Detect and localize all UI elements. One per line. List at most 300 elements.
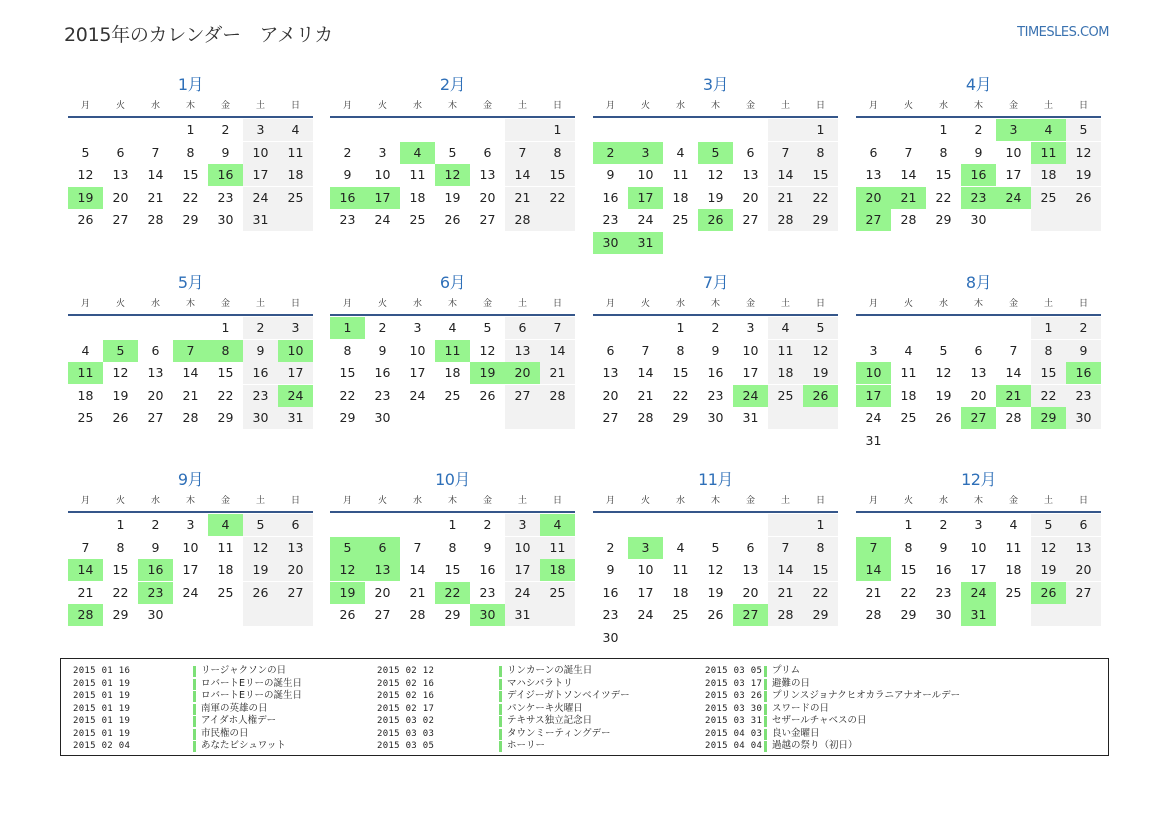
day-cell[interactable]: 17 — [856, 385, 891, 407]
day-cell[interactable]: 16 — [961, 164, 996, 186]
day-cell[interactable]: 18 — [540, 559, 575, 581]
day-cell[interactable]: 12 — [803, 340, 838, 362]
day-cell[interactable]: 5 — [698, 142, 733, 164]
day-cell[interactable]: 22 — [935, 189, 952, 205]
day-cell[interactable]: 21 — [182, 387, 199, 403]
day-cell[interactable]: 12 — [1031, 537, 1066, 559]
day-cell[interactable]: 3 — [974, 517, 983, 532]
day-cell[interactable]: 13 — [1066, 537, 1101, 559]
day-cell[interactable]: 22 — [1031, 385, 1066, 407]
day-cell[interactable]: 9 — [1066, 340, 1101, 362]
day-cell[interactable]: 23 — [339, 212, 356, 227]
day-cell[interactable]: 29 — [217, 410, 234, 425]
day-cell[interactable]: 13 — [112, 167, 129, 182]
day-cell[interactable]: 2 — [711, 320, 720, 335]
day-cell[interactable]: 30 — [935, 607, 952, 622]
day-cell[interactable]: 31 — [628, 232, 663, 254]
day-cell[interactable]: 15 — [339, 365, 356, 380]
day-cell[interactable]: 9 — [243, 340, 278, 362]
day-cell[interactable]: 11 — [672, 562, 689, 577]
day-cell[interactable]: 31 — [742, 410, 759, 425]
day-cell[interactable]: 25 — [768, 385, 803, 407]
day-cell[interactable]: 18 — [278, 164, 313, 186]
day-cell[interactable]: 1 — [186, 122, 195, 137]
day-cell[interactable]: 8 — [676, 342, 685, 358]
day-cell[interactable]: 11 — [435, 340, 470, 362]
day-cell[interactable]: 22 — [672, 387, 689, 403]
day-cell[interactable]: 29 — [900, 607, 917, 622]
day-cell[interactable]: 30 — [147, 607, 164, 622]
day-cell[interactable]: 18 — [1005, 562, 1022, 577]
day-cell[interactable]: 6 — [365, 537, 400, 559]
day-cell[interactable]: 6 — [746, 539, 755, 555]
day-cell[interactable]: 23 — [602, 607, 619, 622]
day-cell[interactable]: 11 — [1005, 539, 1022, 555]
day-cell[interactable]: 8 — [540, 142, 575, 164]
day-cell[interactable]: 16 — [208, 164, 243, 186]
day-cell[interactable]: 16 — [935, 562, 952, 577]
day-cell[interactable]: 1 — [803, 119, 838, 141]
day-cell[interactable]: 24 — [182, 584, 199, 600]
day-cell[interactable]: 9 — [483, 539, 492, 555]
day-cell[interactable]: 5 — [1066, 119, 1101, 141]
day-cell[interactable]: 28 — [409, 607, 426, 622]
day-cell[interactable]: 26 — [1031, 582, 1066, 604]
day-cell[interactable]: 25 — [217, 584, 234, 600]
day-cell[interactable]: 2 — [151, 517, 160, 532]
day-cell[interactable]: 30 — [593, 232, 628, 254]
day-cell[interactable]: 5 — [81, 144, 90, 160]
day-cell[interactable]: 21 — [409, 584, 426, 600]
day-cell[interactable]: 22 — [803, 187, 838, 209]
day-cell[interactable]: 26 — [803, 385, 838, 407]
day-cell[interactable]: 21 — [768, 582, 803, 604]
day-cell[interactable]: 19 — [470, 362, 505, 384]
day-cell[interactable]: 3 — [869, 342, 878, 358]
day-cell[interactable]: 7 — [904, 144, 913, 160]
day-cell[interactable]: 8 — [803, 142, 838, 164]
day-cell[interactable]: 15 — [217, 365, 234, 380]
day-cell[interactable]: 14 — [768, 164, 803, 186]
day-cell[interactable]: 7 — [540, 317, 575, 339]
day-cell[interactable]: 13 — [742, 167, 759, 182]
day-cell[interactable]: 4 — [1031, 119, 1066, 141]
day-cell[interactable]: 20 — [505, 362, 540, 384]
day-cell[interactable]: 11 — [768, 340, 803, 362]
day-cell[interactable]: 13 — [602, 365, 619, 380]
day-cell[interactable]: 5 — [330, 537, 365, 559]
day-cell[interactable]: 9 — [939, 539, 948, 555]
day-cell[interactable]: 1 — [939, 122, 948, 137]
day-cell[interactable]: 22 — [435, 582, 470, 604]
day-cell[interactable]: 30 — [707, 410, 724, 425]
day-cell[interactable]: 2 — [243, 317, 278, 339]
day-cell[interactable]: 7 — [1009, 342, 1018, 358]
day-cell[interactable]: 15 — [444, 562, 461, 577]
day-cell[interactable]: 29 — [672, 410, 689, 425]
day-cell[interactable]: 31 — [505, 604, 540, 626]
day-cell[interactable]: 6 — [505, 317, 540, 339]
day-cell[interactable]: 13 — [147, 365, 164, 380]
day-cell[interactable]: 12 — [707, 167, 724, 182]
day-cell[interactable]: 7 — [151, 144, 160, 160]
day-cell[interactable]: 21 — [505, 187, 540, 209]
day-cell[interactable]: 22 — [339, 387, 356, 403]
day-cell[interactable]: 28 — [1005, 410, 1022, 425]
day-cell[interactable]: 15 — [182, 167, 199, 182]
day-cell[interactable]: 14 — [409, 562, 426, 577]
day-cell[interactable]: 24 — [865, 410, 882, 425]
day-cell[interactable]: 15 — [803, 164, 838, 186]
day-cell[interactable]: 2 — [606, 539, 615, 555]
day-cell[interactable]: 18 — [1031, 164, 1066, 186]
day-cell[interactable]: 11 — [900, 365, 917, 380]
day-cell[interactable]: 24 — [961, 582, 996, 604]
day-cell[interactable]: 24 — [996, 187, 1031, 209]
day-cell[interactable]: 6 — [483, 144, 492, 160]
day-cell[interactable]: 27 — [278, 582, 313, 604]
day-cell[interactable]: 25 — [444, 387, 461, 403]
day-cell[interactable]: 22 — [182, 189, 199, 205]
day-cell[interactable]: 27 — [733, 604, 768, 626]
day-cell[interactable]: 14 — [540, 340, 575, 362]
day-cell[interactable]: 23 — [1066, 385, 1101, 407]
day-cell[interactable]: 8 — [939, 144, 948, 160]
day-cell[interactable]: 15 — [1031, 362, 1066, 384]
day-cell[interactable]: 31 — [243, 209, 278, 231]
day-cell[interactable]: 6 — [278, 514, 313, 536]
day-cell[interactable]: 28 — [147, 212, 164, 227]
day-cell[interactable]: 5 — [803, 317, 838, 339]
day-cell[interactable]: 31 — [961, 604, 996, 626]
day-cell[interactable]: 9 — [711, 342, 720, 358]
day-cell[interactable]: 14 — [856, 559, 891, 581]
day-cell[interactable]: 4 — [400, 142, 435, 164]
day-cell[interactable]: 4 — [278, 119, 313, 141]
day-cell[interactable]: 26 — [707, 607, 724, 622]
day-cell[interactable]: 6 — [606, 342, 615, 358]
day-cell[interactable]: 10 — [742, 342, 759, 358]
day-cell[interactable]: 20 — [112, 189, 129, 205]
day-cell[interactable]: 7 — [413, 539, 422, 555]
day-cell[interactable]: 17 — [365, 187, 400, 209]
day-cell[interactable]: 3 — [378, 144, 387, 160]
day-cell[interactable]: 8 — [904, 539, 913, 555]
day-cell[interactable]: 13 — [742, 562, 759, 577]
day-cell[interactable]: 15 — [112, 562, 129, 577]
day-cell[interactable]: 7 — [768, 537, 803, 559]
day-cell[interactable]: 19 — [1066, 164, 1101, 186]
day-cell[interactable]: 4 — [208, 514, 243, 536]
day-cell[interactable]: 1 — [676, 320, 685, 335]
day-cell[interactable]: 9 — [606, 167, 615, 182]
day-cell[interactable]: 5 — [1031, 514, 1066, 536]
day-cell[interactable]: 20 — [602, 387, 619, 403]
day-cell[interactable]: 8 — [343, 342, 352, 358]
day-cell[interactable]: 16 — [374, 365, 391, 380]
day-cell[interactable]: 11 — [68, 362, 103, 384]
day-cell[interactable]: 19 — [68, 187, 103, 209]
day-cell[interactable]: 1 — [540, 119, 575, 141]
day-cell[interactable]: 30 — [374, 410, 391, 425]
day-cell[interactable]: 18 — [409, 189, 426, 205]
day-cell[interactable]: 14 — [1005, 365, 1022, 380]
day-cell[interactable]: 25 — [77, 410, 94, 425]
day-cell[interactable]: 3 — [628, 142, 663, 164]
day-cell[interactable]: 10 — [505, 537, 540, 559]
day-cell[interactable]: 12 — [243, 537, 278, 559]
day-cell[interactable]: 24 — [278, 385, 313, 407]
day-cell[interactable]: 18 — [672, 584, 689, 600]
day-cell[interactable]: 8 — [1031, 340, 1066, 362]
day-cell[interactable]: 16 — [330, 187, 365, 209]
day-cell[interactable]: 17 — [409, 365, 426, 380]
day-cell[interactable]: 10 — [637, 167, 654, 182]
day-cell[interactable]: 7 — [641, 342, 650, 358]
day-cell[interactable]: 24 — [637, 212, 654, 227]
day-cell[interactable]: 5 — [243, 514, 278, 536]
day-cell[interactable]: 1 — [330, 317, 365, 339]
day-cell[interactable]: 25 — [278, 187, 313, 209]
day-cell[interactable]: 1 — [1031, 317, 1066, 339]
day-cell[interactable]: 27 — [479, 212, 496, 227]
day-cell[interactable]: 8 — [803, 537, 838, 559]
day-cell[interactable]: 25 — [1005, 584, 1022, 600]
day-cell[interactable]: 20 — [278, 559, 313, 581]
day-cell[interactable]: 3 — [278, 317, 313, 339]
day-cell[interactable]: 21 — [540, 362, 575, 384]
day-cell[interactable]: 17 — [628, 187, 663, 209]
day-cell[interactable]: 19 — [1031, 559, 1066, 581]
day-cell[interactable]: 13 — [365, 559, 400, 581]
day-cell[interactable]: 6 — [869, 144, 878, 160]
day-cell[interactable]: 4 — [768, 317, 803, 339]
day-cell[interactable]: 18 — [900, 387, 917, 403]
day-cell[interactable]: 24 — [374, 212, 391, 227]
day-cell[interactable]: 22 — [112, 584, 129, 600]
day-cell[interactable]: 21 — [865, 584, 882, 600]
day-cell[interactable]: 10 — [1005, 144, 1022, 160]
day-cell[interactable]: 17 — [742, 365, 759, 380]
day-cell[interactable]: 26 — [935, 410, 952, 425]
day-cell[interactable]: 20 — [374, 584, 391, 600]
day-cell[interactable]: 18 — [217, 562, 234, 577]
day-cell[interactable]: 16 — [602, 584, 619, 600]
day-cell[interactable]: 1 — [904, 517, 913, 532]
day-cell[interactable]: 6 — [151, 342, 160, 358]
day-cell[interactable]: 17 — [970, 562, 987, 577]
day-cell[interactable]: 4 — [448, 320, 457, 335]
day-cell[interactable]: 10 — [182, 539, 199, 555]
day-cell[interactable]: 21 — [768, 187, 803, 209]
day-cell[interactable]: 17 — [243, 164, 278, 186]
day-cell[interactable]: 13 — [970, 365, 987, 380]
day-cell[interactable]: 5 — [711, 539, 720, 555]
day-cell[interactable]: 4 — [676, 539, 685, 555]
day-cell[interactable]: 21 — [637, 387, 654, 403]
day-cell[interactable]: 2 — [221, 122, 230, 137]
day-cell[interactable]: 20 — [970, 387, 987, 403]
day-cell[interactable]: 21 — [77, 584, 94, 600]
day-cell[interactable]: 28 — [768, 209, 803, 231]
day-cell[interactable]: 19 — [243, 559, 278, 581]
day-cell[interactable]: 12 — [77, 167, 94, 182]
day-cell[interactable]: 23 — [243, 385, 278, 407]
day-cell[interactable]: 9 — [343, 167, 352, 182]
day-cell[interactable]: 12 — [935, 365, 952, 380]
day-cell[interactable]: 6 — [116, 144, 125, 160]
day-cell[interactable]: 24 — [505, 582, 540, 604]
day-cell[interactable]: 30 — [602, 629, 619, 645]
day-cell[interactable]: 15 — [900, 562, 917, 577]
day-cell[interactable]: 22 — [540, 187, 575, 209]
day-cell[interactable]: 12 — [435, 164, 470, 186]
day-cell[interactable]: 26 — [444, 212, 461, 227]
day-cell[interactable]: 23 — [961, 187, 996, 209]
day-cell[interactable]: 17 — [637, 584, 654, 600]
day-cell[interactable]: 7 — [856, 537, 891, 559]
day-cell[interactable]: 14 — [182, 365, 199, 380]
day-cell[interactable]: 21 — [996, 385, 1031, 407]
day-cell[interactable]: 11 — [409, 167, 426, 182]
day-cell[interactable]: 20 — [742, 584, 759, 600]
day-cell[interactable]: 12 — [707, 562, 724, 577]
day-cell[interactable]: 20 — [147, 387, 164, 403]
day-cell[interactable]: 23 — [374, 387, 391, 403]
day-cell[interactable]: 1 — [448, 517, 457, 532]
day-cell[interactable]: 14 — [68, 559, 103, 581]
day-cell[interactable]: 31 — [278, 407, 313, 429]
day-cell[interactable]: 13 — [479, 167, 496, 182]
day-cell[interactable]: 9 — [378, 342, 387, 358]
day-cell[interactable]: 20 — [856, 187, 891, 209]
day-cell[interactable]: 27 — [147, 410, 164, 425]
day-cell[interactable]: 16 — [138, 559, 173, 581]
day-cell[interactable]: 16 — [479, 562, 496, 577]
day-cell[interactable]: 25 — [672, 212, 689, 227]
day-cell[interactable]: 5 — [483, 320, 492, 335]
day-cell[interactable]: 16 — [1066, 362, 1101, 384]
day-cell[interactable]: 23 — [935, 584, 952, 600]
day-cell[interactable]: 14 — [637, 365, 654, 380]
day-cell[interactable]: 26 — [243, 582, 278, 604]
day-cell[interactable]: 7 — [768, 142, 803, 164]
day-cell[interactable]: 6 — [974, 342, 983, 358]
day-cell[interactable]: 29 — [112, 607, 129, 622]
day-cell[interactable]: 29 — [182, 212, 199, 227]
day-cell[interactable]: 8 — [448, 539, 457, 555]
day-cell[interactable]: 14 — [147, 167, 164, 182]
day-cell[interactable]: 11 — [1031, 142, 1066, 164]
day-cell[interactable]: 3 — [186, 517, 195, 532]
day-cell[interactable]: 15 — [672, 365, 689, 380]
day-cell[interactable]: 16 — [602, 189, 619, 205]
day-cell[interactable]: 10 — [856, 362, 891, 384]
site-name[interactable]: TIMESLES.COM — [1017, 25, 1109, 40]
day-cell[interactable]: 3 — [505, 514, 540, 536]
day-cell[interactable]: 29 — [1031, 407, 1066, 429]
day-cell[interactable]: 11 — [278, 142, 313, 164]
day-cell[interactable]: 15 — [540, 164, 575, 186]
day-cell[interactable]: 25 — [672, 607, 689, 622]
day-cell[interactable]: 3 — [413, 320, 422, 335]
day-cell[interactable]: 29 — [339, 410, 356, 425]
day-cell[interactable]: 20 — [1066, 559, 1101, 581]
day-cell[interactable]: 17 — [505, 559, 540, 581]
day-cell[interactable]: 21 — [147, 189, 164, 205]
day-cell[interactable]: 23 — [138, 582, 173, 604]
day-cell[interactable]: 7 — [505, 142, 540, 164]
day-cell[interactable]: 22 — [217, 387, 234, 403]
day-cell[interactable]: 23 — [479, 584, 496, 600]
day-cell[interactable]: 9 — [221, 144, 230, 160]
day-cell[interactable]: 25 — [900, 410, 917, 425]
day-cell[interactable]: 19 — [935, 387, 952, 403]
day-cell[interactable]: 9 — [151, 539, 160, 555]
day-cell[interactable]: 2 — [483, 517, 492, 532]
day-cell[interactable]: 12 — [479, 342, 496, 358]
day-cell[interactable]: 6 — [746, 144, 755, 160]
day-cell[interactable]: 23 — [217, 189, 234, 205]
day-cell[interactable]: 30 — [970, 212, 987, 227]
day-cell[interactable]: 4 — [81, 342, 90, 358]
day-cell[interactable]: 17 — [278, 362, 313, 384]
day-cell[interactable]: 20 — [742, 189, 759, 205]
day-cell[interactable]: 14 — [900, 167, 917, 182]
day-cell[interactable]: 26 — [1066, 187, 1101, 209]
day-cell[interactable]: 5 — [448, 144, 457, 160]
day-cell[interactable]: 28 — [768, 604, 803, 626]
day-cell[interactable]: 15 — [803, 559, 838, 581]
day-cell[interactable]: 3 — [746, 320, 755, 335]
day-cell[interactable]: 9 — [606, 562, 615, 577]
day-cell[interactable]: 22 — [803, 582, 838, 604]
day-cell[interactable]: 11 — [540, 537, 575, 559]
day-cell[interactable]: 18 — [672, 189, 689, 205]
day-cell[interactable]: 2 — [1066, 317, 1101, 339]
day-cell[interactable]: 12 — [330, 559, 365, 581]
day-cell[interactable]: 7 — [81, 539, 90, 555]
day-cell[interactable]: 27 — [742, 212, 759, 227]
day-cell[interactable]: 28 — [505, 209, 540, 231]
day-cell[interactable]: 28 — [637, 410, 654, 425]
day-cell[interactable]: 26 — [339, 607, 356, 622]
day-cell[interactable]: 28 — [182, 410, 199, 425]
day-cell[interactable]: 27 — [505, 385, 540, 407]
day-cell[interactable]: 29 — [803, 209, 838, 231]
day-cell[interactable]: 5 — [103, 340, 138, 362]
day-cell[interactable]: 2 — [378, 320, 387, 335]
day-cell[interactable]: 19 — [707, 584, 724, 600]
day-cell[interactable]: 27 — [1066, 582, 1101, 604]
day-cell[interactable]: 9 — [974, 144, 983, 160]
day-cell[interactable]: 15 — [935, 167, 952, 182]
day-cell[interactable]: 29 — [444, 607, 461, 622]
day-cell[interactable]: 23 — [707, 387, 724, 403]
day-cell[interactable]: 10 — [278, 340, 313, 362]
day-cell[interactable]: 22 — [900, 584, 917, 600]
day-cell[interactable]: 19 — [112, 387, 129, 403]
day-cell[interactable]: 8 — [186, 144, 195, 160]
day-cell[interactable]: 16 — [707, 365, 724, 380]
day-cell[interactable]: 10 — [243, 142, 278, 164]
day-cell[interactable]: 19 — [444, 189, 461, 205]
day-cell[interactable]: 2 — [343, 144, 352, 160]
day-cell[interactable]: 18 — [77, 387, 94, 403]
day-cell[interactable]: 19 — [803, 362, 838, 384]
day-cell[interactable]: 27 — [112, 212, 129, 227]
day-cell[interactable]: 19 — [330, 582, 365, 604]
